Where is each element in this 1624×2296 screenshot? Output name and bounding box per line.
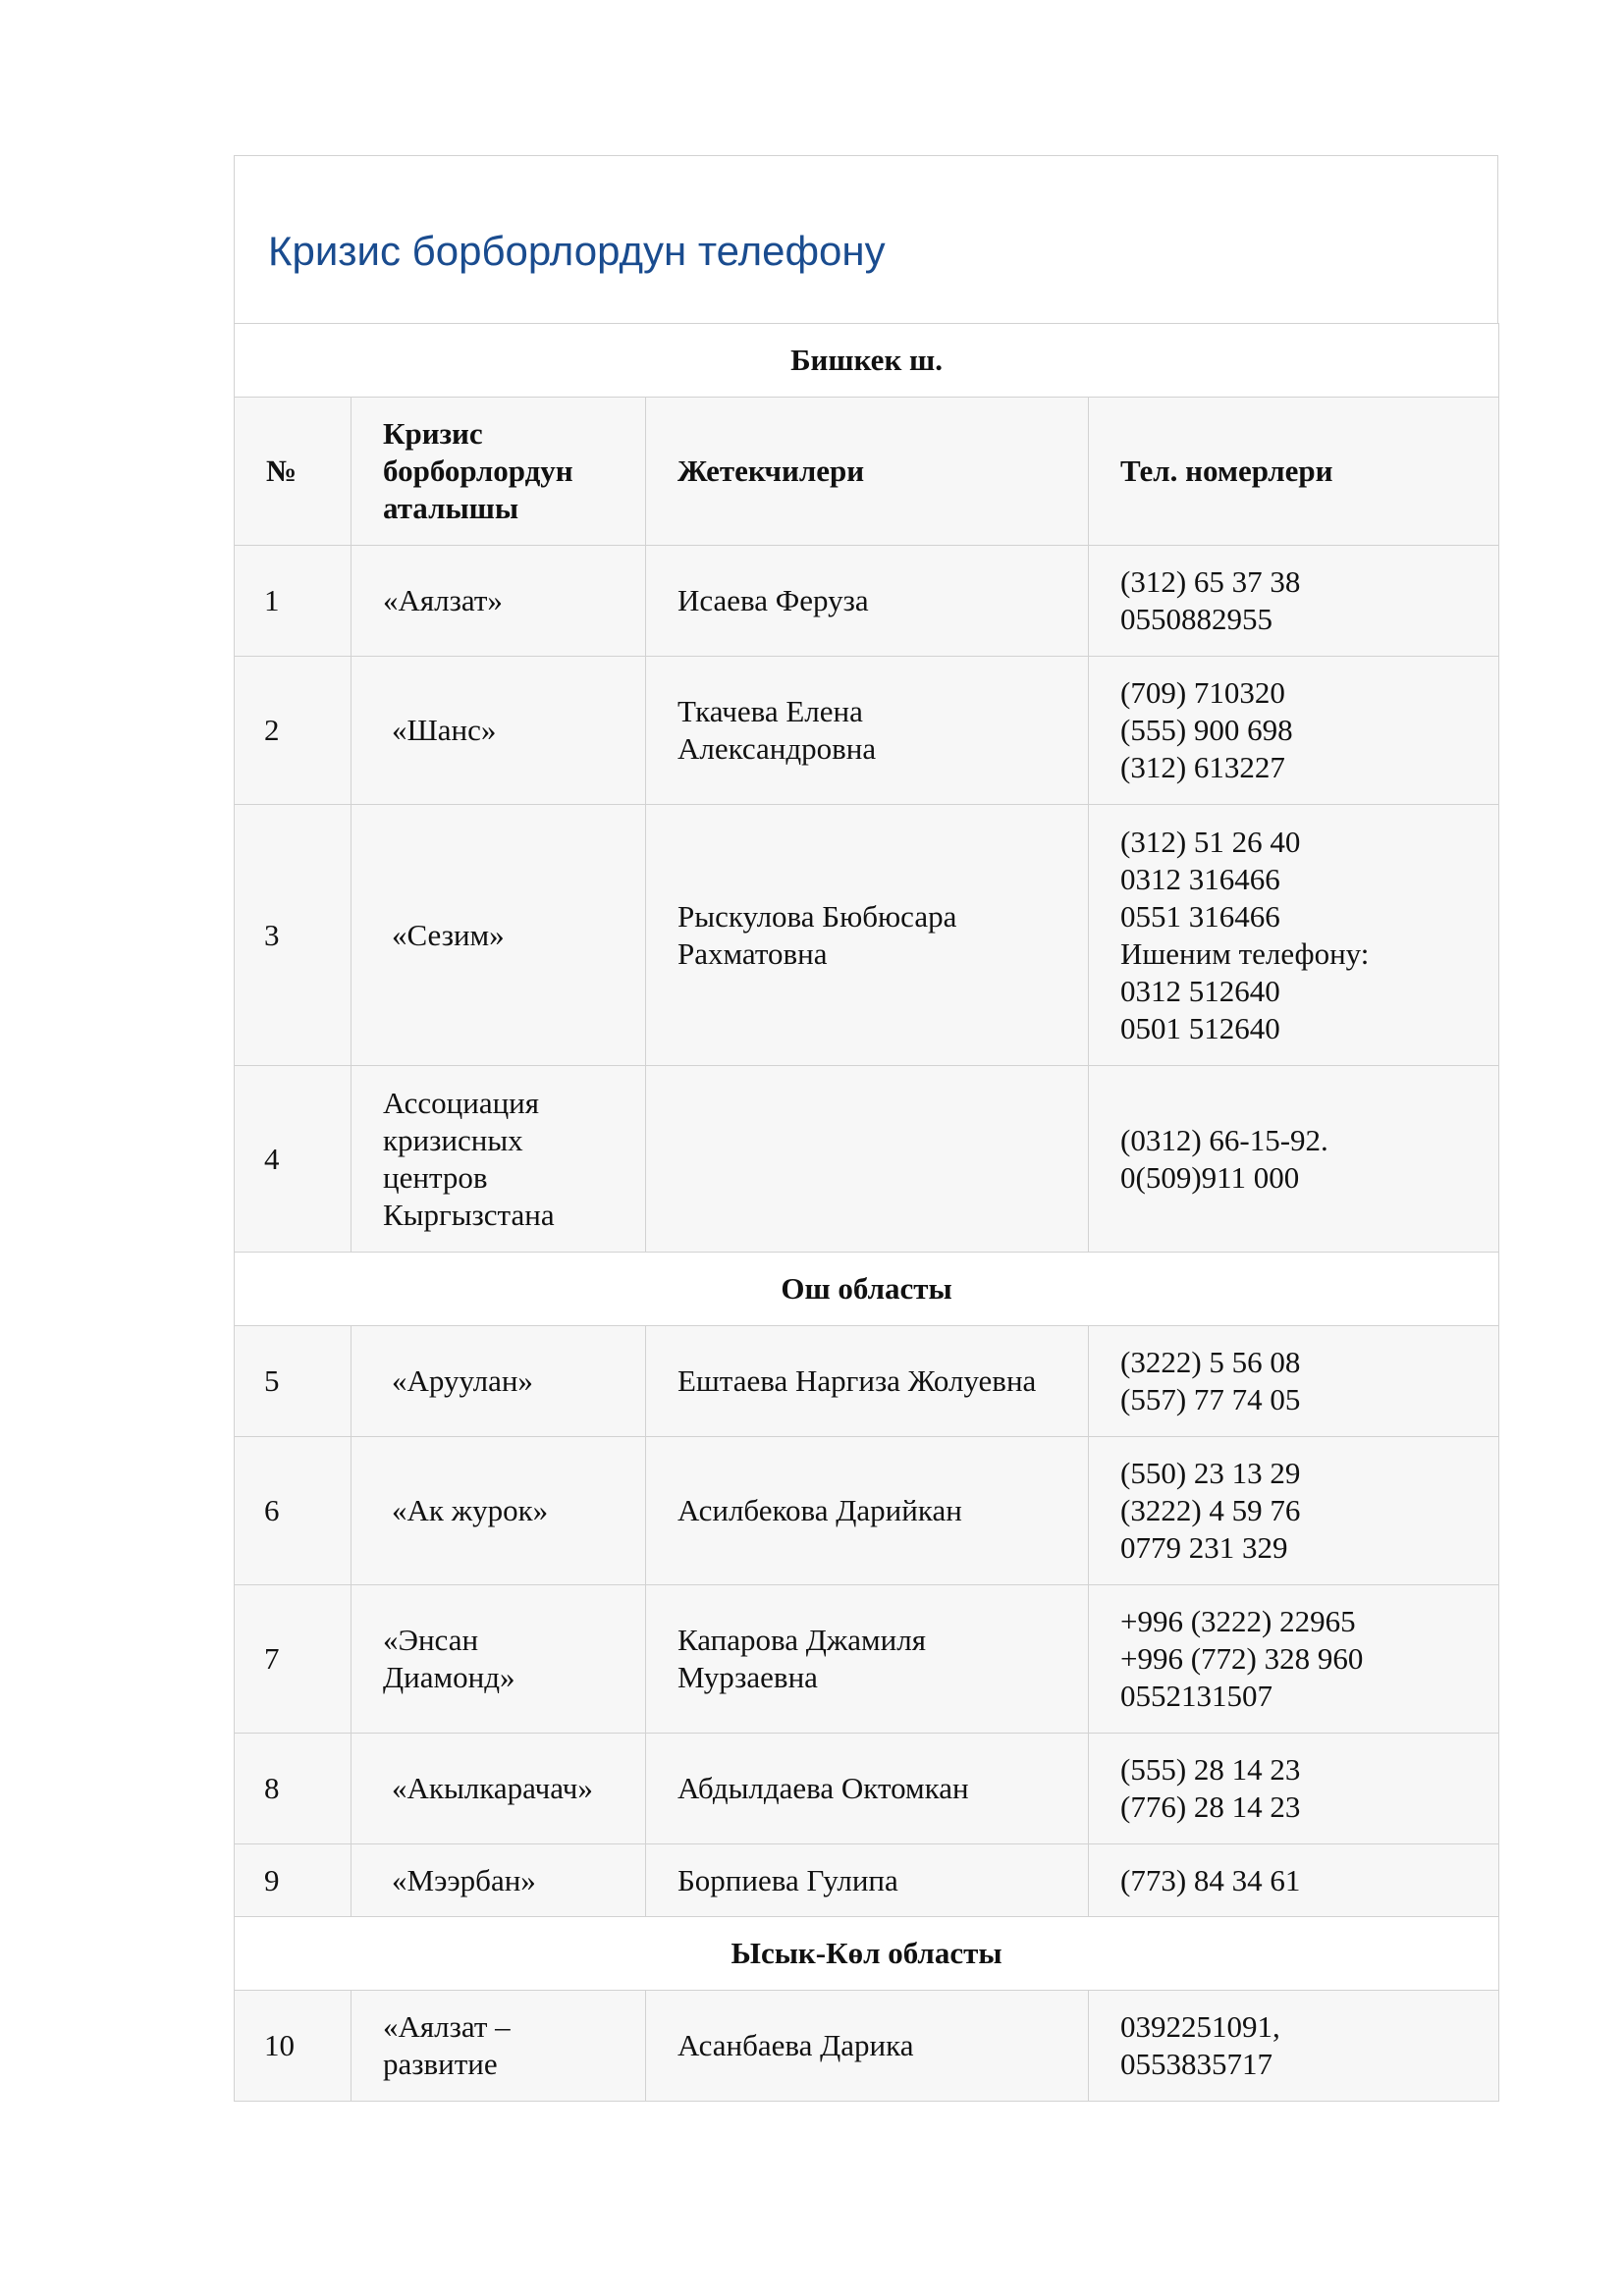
phone-line: 0551 316466 xyxy=(1120,898,1280,934)
table-row xyxy=(235,1585,1499,1734)
phone-line: 0312 512640 xyxy=(1120,973,1280,1008)
center-name-text: «Шанс» xyxy=(392,713,497,747)
center-name-text: «Мээрбан» xyxy=(392,1862,536,1897)
center-name: «Энсан Диамонд» xyxy=(352,1585,646,1734)
center-name: «Аялзат – развитие xyxy=(352,1991,646,2102)
center-name xyxy=(352,805,646,1066)
row-number: 8 xyxy=(235,1734,352,1844)
phone-line: 0550882955 xyxy=(1120,602,1272,636)
phone-line: (555) 28 14 23 xyxy=(1120,1752,1301,1787)
phone-line: (773) 84 34 61 xyxy=(1120,1862,1301,1897)
table-row xyxy=(235,546,1499,657)
phone-line: (312) 65 37 38 xyxy=(1120,564,1301,599)
phone-list xyxy=(1089,805,1499,1066)
phone-list xyxy=(1089,1437,1499,1585)
region-label: Ош областы xyxy=(235,1253,1499,1326)
row-number: 1 xyxy=(235,546,352,657)
row-number: 7 xyxy=(235,1585,352,1734)
trust-phone-label: Ишеним телефону: xyxy=(1120,935,1370,971)
center-name xyxy=(352,1437,646,1585)
phone-line: (557) 77 74 05 xyxy=(1120,1382,1301,1416)
phone-line: (312) 613227 xyxy=(1120,750,1285,784)
crisis-centers-table xyxy=(234,323,1499,2102)
row-number: 6 xyxy=(235,1437,352,1585)
phone-line: 0501 512640 xyxy=(1120,1010,1280,1045)
center-name-text: «Аруулан» xyxy=(392,1363,533,1398)
phone-line: 0552131507 xyxy=(1120,1679,1272,1713)
row-number: 3 xyxy=(235,805,352,1066)
page-title: Кризис борборлордун телефону xyxy=(268,228,886,274)
director-name: Исаева Феруза xyxy=(646,546,1089,657)
director-name xyxy=(646,1066,1089,1253)
region-label: Ысык-Көл областы xyxy=(235,1917,1499,1991)
phone-list xyxy=(1089,1585,1499,1734)
director-name: Борпиева Гулипа xyxy=(646,1844,1089,1917)
center-name-text: «Ак журок» xyxy=(392,1493,549,1527)
column-header-number: № xyxy=(235,398,352,546)
center-name-text: «Акылкарачач» xyxy=(392,1771,593,1805)
table-row xyxy=(235,1326,1499,1437)
phone-line: (776) 28 14 23 xyxy=(1120,1789,1301,1824)
center-name: Ассоциация кризисных центров Кыргызстана xyxy=(352,1066,646,1253)
region-row-bishkek xyxy=(235,324,1499,398)
director-name: Ткачева Елена Александровна xyxy=(646,657,1089,805)
phone-line: (3222) 5 56 08 xyxy=(1120,1345,1301,1379)
director-name: Рыскулова Бюбюсара Рахматовна xyxy=(646,805,1089,1066)
region-row-osh xyxy=(235,1253,1499,1326)
row-number: 5 xyxy=(235,1326,352,1437)
phone-list xyxy=(1089,546,1499,657)
column-header-phones: Тел. номерлери xyxy=(1089,398,1499,546)
phone-list xyxy=(1089,1326,1499,1437)
center-name xyxy=(352,1734,646,1844)
center-name xyxy=(352,1326,646,1437)
table-row xyxy=(235,805,1499,1066)
phone-list xyxy=(1089,1991,1499,2102)
table-row xyxy=(235,1734,1499,1844)
row-number: 9 xyxy=(235,1844,352,1917)
row-number: 4 xyxy=(235,1066,352,1253)
phone-list xyxy=(1089,657,1499,805)
director-name: Абдылдаева Октомкан xyxy=(646,1734,1089,1844)
table-header-row xyxy=(235,398,1499,546)
phone-line: 0392251091, xyxy=(1120,2009,1280,2044)
phone-line: (550) 23 13 29 xyxy=(1120,1456,1301,1490)
row-number: 10 xyxy=(235,1991,352,2102)
phone-line: 0553835717 xyxy=(1120,2047,1272,2081)
region-row-issyk-kul xyxy=(235,1917,1499,1991)
phone-line: (0312) 66-15-92. xyxy=(1120,1122,1328,1157)
phone-line: 0779 231 329 xyxy=(1120,1530,1288,1565)
phone-line: +996 (3222) 22965 xyxy=(1120,1604,1356,1638)
center-name xyxy=(352,1844,646,1917)
director-name: Ештаева Наргиза Жолуевна xyxy=(646,1326,1089,1437)
phone-line: 0312 316466 xyxy=(1120,861,1280,896)
director-name: Асанбаева Дарика xyxy=(646,1991,1089,2102)
column-header-center-name: Кризис борборлордун аталышы xyxy=(352,398,646,546)
center-name xyxy=(352,657,646,805)
row-number: 2 xyxy=(235,657,352,805)
center-name: «Аялзат» xyxy=(352,546,646,657)
table-row xyxy=(235,1437,1499,1585)
phone-line: (709) 710320 xyxy=(1120,675,1285,710)
phone-line: (555) 900 698 xyxy=(1120,713,1293,747)
phone-list xyxy=(1089,1734,1499,1844)
table-row xyxy=(235,1066,1499,1253)
table-row xyxy=(235,657,1499,805)
phone-line: +996 (772) 328 960 xyxy=(1120,1641,1364,1676)
table-row xyxy=(235,1991,1499,2102)
phone-line: (3222) 4 59 76 xyxy=(1120,1493,1301,1527)
center-name-text: «Сезим» xyxy=(392,917,505,952)
director-name: Капарова Джамиля Мурзаевна xyxy=(646,1585,1089,1734)
director-name: Асилбекова Дарийкан xyxy=(646,1437,1089,1585)
table-row xyxy=(235,1844,1499,1917)
document-frame xyxy=(234,155,1498,2083)
phone-list xyxy=(1089,1066,1499,1253)
phone-list xyxy=(1089,1844,1499,1917)
phone-line: 0(509)911 000 xyxy=(1120,1159,1300,1195)
column-header-director: Жетекчилери xyxy=(646,398,1089,546)
phone-line: (312) 51 26 40 xyxy=(1120,824,1301,859)
region-label: Бишкек ш. xyxy=(235,324,1499,398)
